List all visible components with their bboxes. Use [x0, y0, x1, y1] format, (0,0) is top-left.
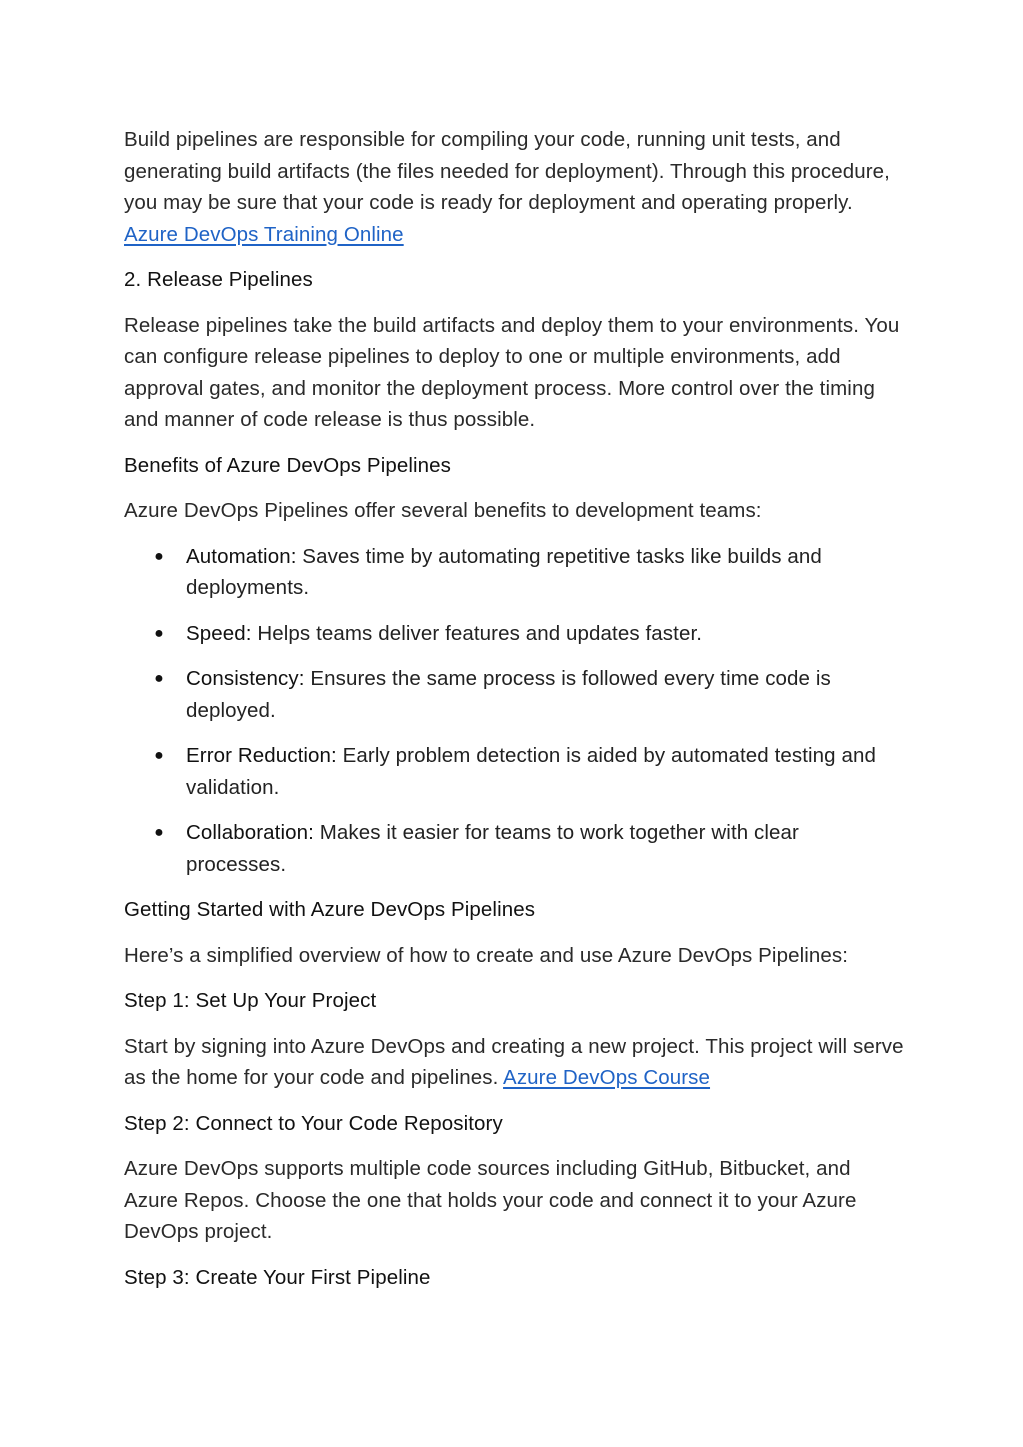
step1-heading: Step 1: Set Up Your Project	[124, 989, 377, 1012]
step1-paragraph	[124, 1031, 904, 1094]
list-item	[124, 618, 904, 650]
training-online-link[interactable]: Azure DevOps Training Online	[124, 222, 404, 246]
bullet-icon: ●	[154, 670, 164, 687]
benefit-text: Helps teams deliver features and updates faster.	[257, 621, 703, 645]
step1-text: Start by signing into Azure DevOps and creating a new project. This project will serve as the home for your code and pipelines.	[124, 1034, 904, 1089]
list-item	[124, 663, 904, 726]
benefits-list	[124, 541, 904, 881]
benefit-term: Error Reduction:	[186, 744, 337, 767]
list-item	[124, 817, 904, 880]
benefit-text: Ensures the same process is followed every time code is deployed.	[186, 667, 831, 722]
intro-text: Build pipelines are responsible for compiling your code, running unit tests, and generating build artifacts (the files needed for deployment). Through this procedure, you may be sure that your code is ready for deployment and operating properly.	[124, 128, 890, 214]
step2-paragraph: Azure DevOps supports multiple code sources including GitHub, Bitbucket, and Azure Repos. Choose the one that holds your code and connect it to your Azure DevOps project.	[124, 1157, 857, 1243]
benefit-text: Early problem detection is aided by automated testing and validation.	[186, 744, 876, 799]
benefit-term: Automation:	[186, 544, 297, 568]
benefit-text: Makes it easier for teams to work together with clear processes.	[186, 821, 799, 876]
getting-started-intro: Here’s a simplified overview of how to create and use Azure DevOps Pipelines:	[124, 943, 849, 967]
benefits-intro: Azure DevOps Pipelines offer several benefits to development teams:	[124, 499, 762, 522]
document-page	[124, 124, 904, 1293]
benefit-text: Saves time by automating repetitive tasks like builds and deployments.	[186, 544, 822, 599]
release-pipelines-paragraph: Release pipelines take the build artifacts and deploy them to your environments. You can configure release pipelines to deploy to one or multiple environments, add approval gates, and monitor the deployment process. More control over the timing and manner of code release is thus possible.	[124, 313, 900, 431]
release-pipelines-heading: 2. Release Pipelines	[124, 268, 313, 291]
intro-paragraph	[124, 124, 904, 250]
step3-heading: Step 3: Create Your First Pipeline	[124, 1265, 431, 1289]
bullet-icon: ●	[154, 547, 164, 565]
step2-heading: Step 2: Connect to Your Code Repository	[124, 1111, 503, 1135]
devops-course-link[interactable]: Azure DevOps Course	[503, 1066, 711, 1089]
bullet-icon: ●	[154, 624, 164, 642]
benefit-term: Consistency:	[186, 667, 305, 690]
list-item	[124, 541, 904, 604]
bullet-icon: ●	[154, 824, 164, 841]
benefits-heading: Benefits of Azure DevOps Pipelines	[124, 453, 452, 477]
bullet-icon: ●	[154, 747, 164, 764]
list-item	[124, 740, 904, 803]
getting-started-heading: Getting Started with Azure DevOps Pipelines	[124, 898, 536, 921]
benefit-term: Collaboration:	[186, 821, 314, 844]
benefit-term: Speed:	[186, 621, 252, 645]
